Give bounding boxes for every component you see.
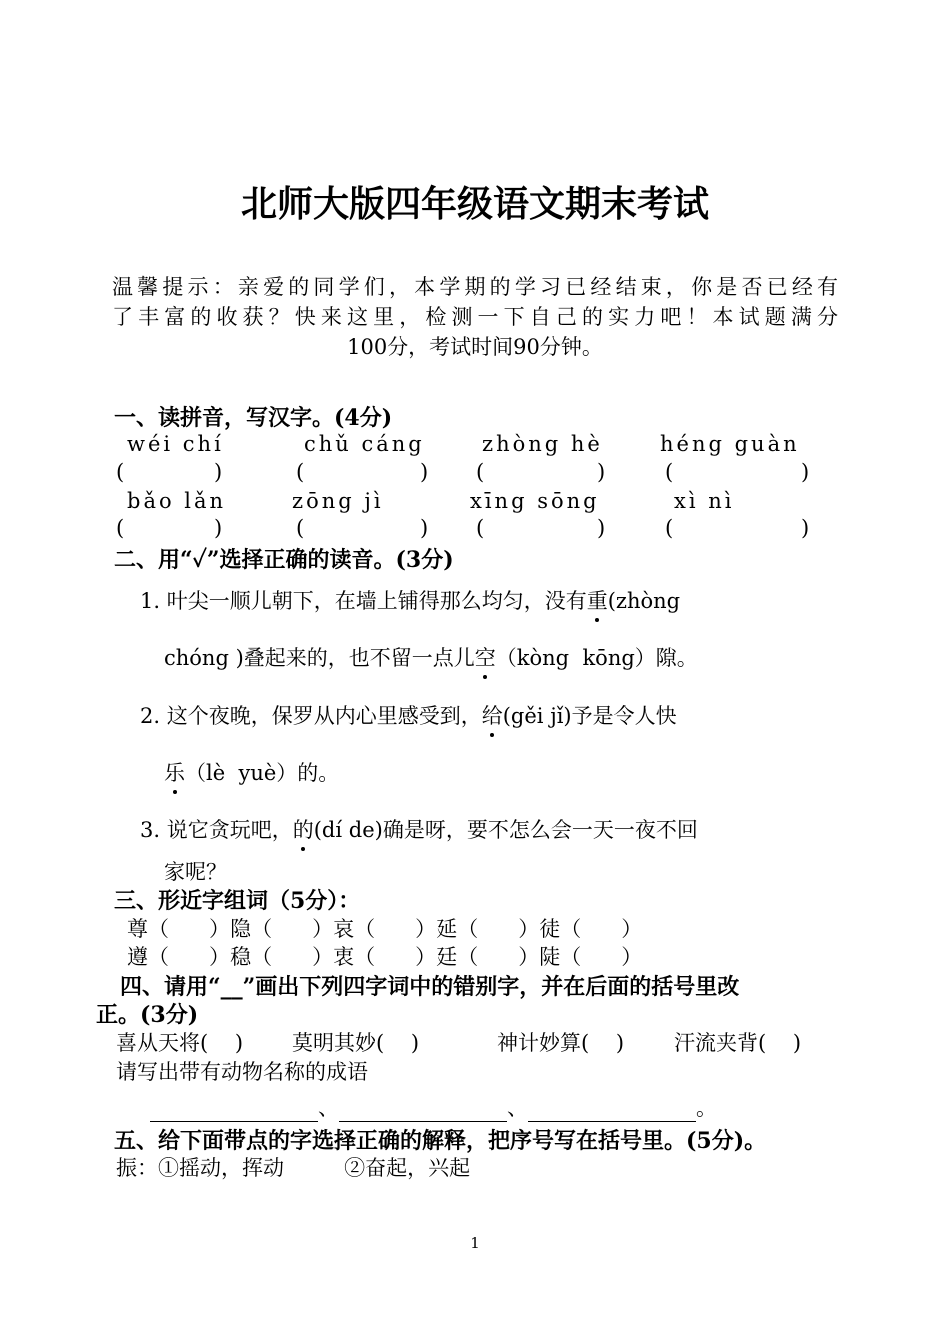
intro-line-3: 100分，考试时间90分钟。 (347, 335, 603, 359)
answer-paren-close: ) (214, 516, 223, 540)
answer-paren-close: ) (801, 516, 810, 540)
dotted-char: 重 (587, 585, 608, 615)
idiom-prompt: 请写出带有动物名称的成语 (116, 1060, 368, 1084)
pinyin-3: zhòng hè (482, 432, 603, 456)
pinyin-8: xì nì (674, 489, 735, 513)
answer-paren-open: ( (476, 516, 485, 540)
typo-item-2: 莫明其妙( ) (292, 1031, 420, 1055)
answer-paren-open: ( (296, 516, 305, 540)
question-2-1-cont: chóng )叠起来的，也不留一点儿空（kòng kōng）隙。 (164, 642, 698, 672)
dotted-char: 空 (475, 642, 496, 672)
answer-paren-open: ( (476, 460, 485, 484)
typo-item-4: 汗流夹背( ) (674, 1031, 802, 1055)
pinyin-5: bǎo lǎn (127, 489, 227, 513)
pinyin-1: wéi chí (127, 432, 224, 456)
idiom-blank-3[interactable] (528, 1099, 696, 1122)
dotted-char: 乐 (164, 757, 185, 787)
answer-paren-close: ) (420, 460, 429, 484)
page-number: 1 (470, 1234, 480, 1252)
answer-paren-open: ( (665, 516, 674, 540)
answer-paren-close: ) (420, 516, 429, 540)
intro-line-2: 了丰富的收获？快来这里，检测一下自己的实力吧！本试题满分 (112, 305, 838, 329)
answer-paren-open: ( (116, 460, 125, 484)
definition-line: 振：①摇动，挥动 ②奋起，兴起 (116, 1156, 471, 1180)
question-2-2-cont: 乐（lè yuè）的。 (164, 757, 339, 787)
question-2-3: 3. 说它贪玩吧，的(dí de)确是呀，要不怎么会一天一夜不回 (140, 814, 698, 844)
typo-item-3: 神计妙算( ) (497, 1031, 625, 1055)
idiom-blanks: 、 、 。 (150, 1092, 717, 1122)
answer-paren-close: ) (214, 460, 223, 484)
pinyin-4: héng guàn (660, 432, 800, 456)
intro-line-1: 温馨提示：亲爱的同学们，本学期的学习已经结束，你是否已经有 (112, 275, 838, 299)
answer-paren-open: ( (665, 460, 674, 484)
answer-paren-open: ( (116, 516, 125, 540)
section-4-heading: 四、请用“__”画出下列四字词中的错别字，并在后面的括号里改 (120, 974, 740, 1000)
question-2-3-cont: 家呢？ (164, 860, 227, 884)
section-4-heading-cont: 正。(3分) (96, 1002, 199, 1028)
answer-paren-close: ) (597, 460, 606, 484)
section-3-heading: 三、形近字组词（5分）： (114, 888, 361, 914)
answer-paren-close: ) (597, 516, 606, 540)
typo-item-1: 喜从天将( ) (116, 1031, 244, 1055)
char-row-2: 遵（ ）稳（ ）衷（ ）廷（ ）陡（ ） (127, 945, 643, 969)
idiom-blank-1[interactable] (150, 1099, 318, 1122)
section-5-heading: 五、给下面带点的字选择正确的解释，把序号写在括号里。(5分)。 (114, 1128, 767, 1154)
dotted-char: 给 (482, 700, 503, 730)
dotted-char: 的 (293, 814, 314, 844)
section-1-heading: 一、读拼音，写汉字。(4分) (114, 405, 393, 431)
answer-paren-open: ( (296, 460, 305, 484)
page-title: 北师大版四年级语文期末考试 (240, 183, 709, 225)
pinyin-7: xīng sōng (470, 489, 600, 513)
question-2-1: 1. 叶尖一顺儿朝下，在墙上铺得那么均匀，没有重(zhòng (140, 585, 680, 615)
section-2-heading: 二、用“✓”选择正确的读音。(3分) (114, 547, 454, 573)
answer-paren-close: ) (801, 460, 810, 484)
char-row-1: 尊（ ）隐（ ）哀（ ）延（ ）徒（ ） (127, 917, 643, 941)
question-2-2: 2. 这个夜晚，保罗从内心里感受到，给(gěi jǐ)予是令人快 (140, 700, 677, 730)
pinyin-2: chǔ cáng (304, 432, 425, 456)
pinyin-6: zōng jì (292, 489, 384, 513)
idiom-blank-2[interactable] (339, 1099, 507, 1122)
